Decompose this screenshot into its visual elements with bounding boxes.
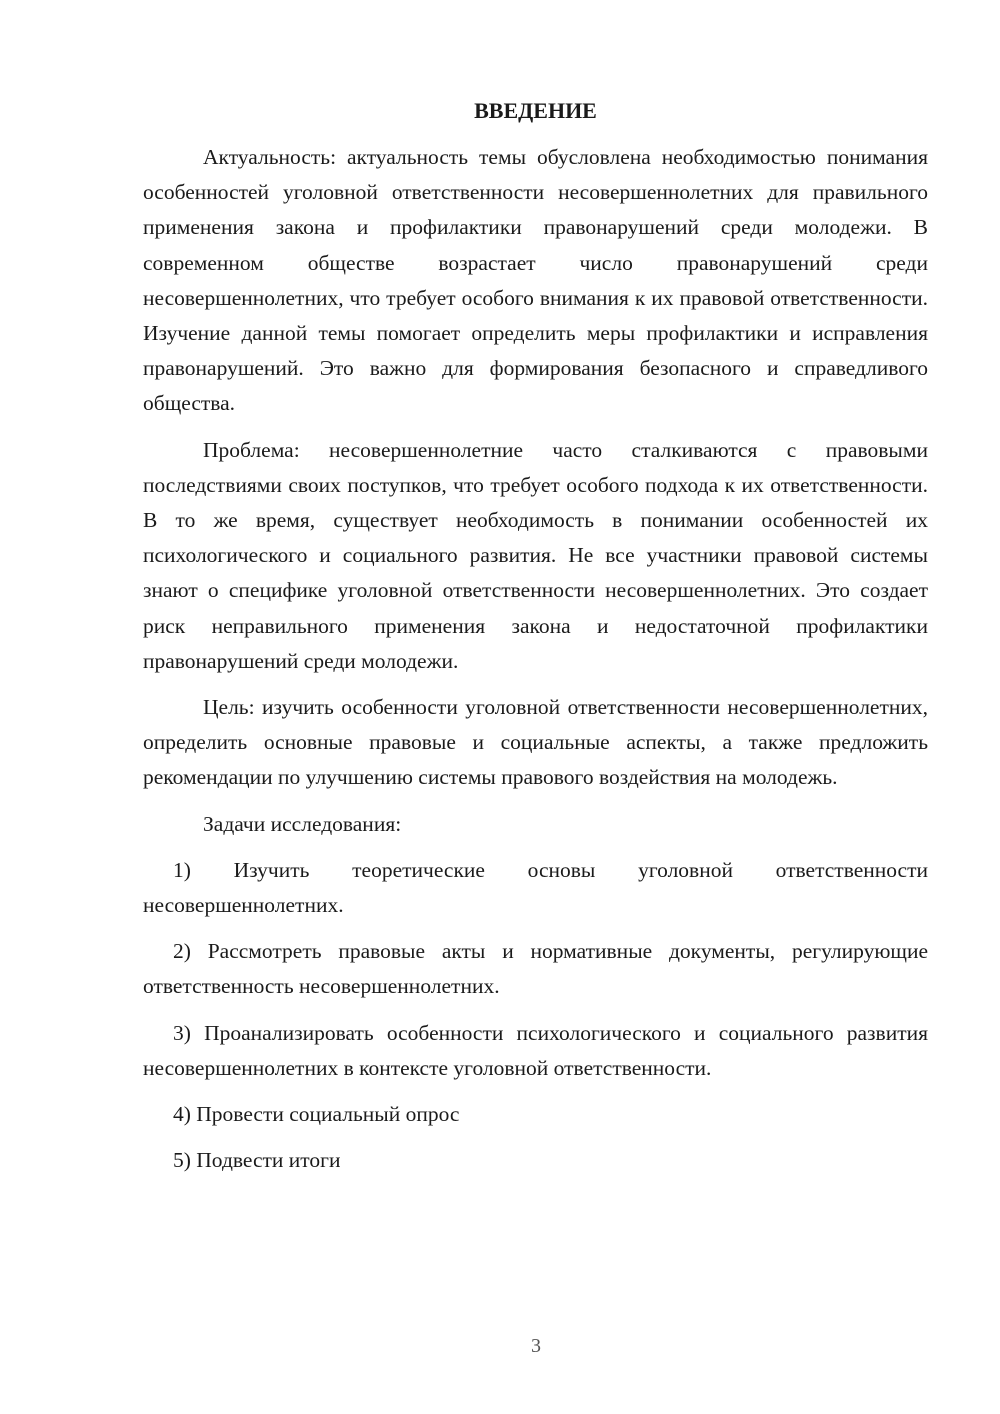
paragraph-goal: Цель: изучить особенности уголовной ответственности несовершеннолетних, определить основные правовые и социальные аспекты, а также предложить рекомендации по улучшению системы правового воздействия на молодежь. (143, 695, 928, 790)
document-title: ВВЕДЕНИЕ (474, 98, 597, 123)
task-item-1: 1) Изучить теоретические основы уголовной ответственности несовершеннолетних. (143, 857, 928, 918)
task-item-5: 5) Подвести итоги (173, 1148, 341, 1173)
document-page (143, 96, 928, 1189)
task-item-2: 2) Рассмотреть правовые акты и нормативные документы, регулирующие ответственность несовершеннолетних. (143, 939, 928, 999)
task-item-3: 3) Проанализировать особенности психологического и социального развития несовершеннолетних в контексте уголовной ответственности. (143, 1020, 928, 1080)
tasks-heading: Задачи исследования: (203, 811, 402, 836)
paragraph-relevance: Актуальность: актуальность темы обусловлена необходимостью понимания особенностей уголовной ответственности несовершеннолетних для правильного применения закона и профилактики правонарушений среди молодежи. В современном обществе возрастает число правонарушений среди несовершеннолетних, что требует особого внимания к их правовой ответственности. Изучение данной темы помогает определить меры профилактики и исправления правонарушений. Это важно для формирования безопасного и справедливого общества. (143, 145, 928, 416)
page-number: 3 (531, 1335, 541, 1357)
paragraph-problem: Проблема: несовершеннолетние часто сталкиваются с правовыми последствиями своих поступков, что требует особого подхода к их ответственности. В то же время, существует необходимость в понимании особенностей их психологического и социального развития. Не все участники правовой системы знают о специфике уголовной ответственности несовершеннолетних. Это создает риск неправильного применения закона и недостаточной профилактики правонарушений среди молодежи. (143, 437, 928, 673)
task-item-4: 4) Провести социальный опрос (173, 1102, 460, 1127)
